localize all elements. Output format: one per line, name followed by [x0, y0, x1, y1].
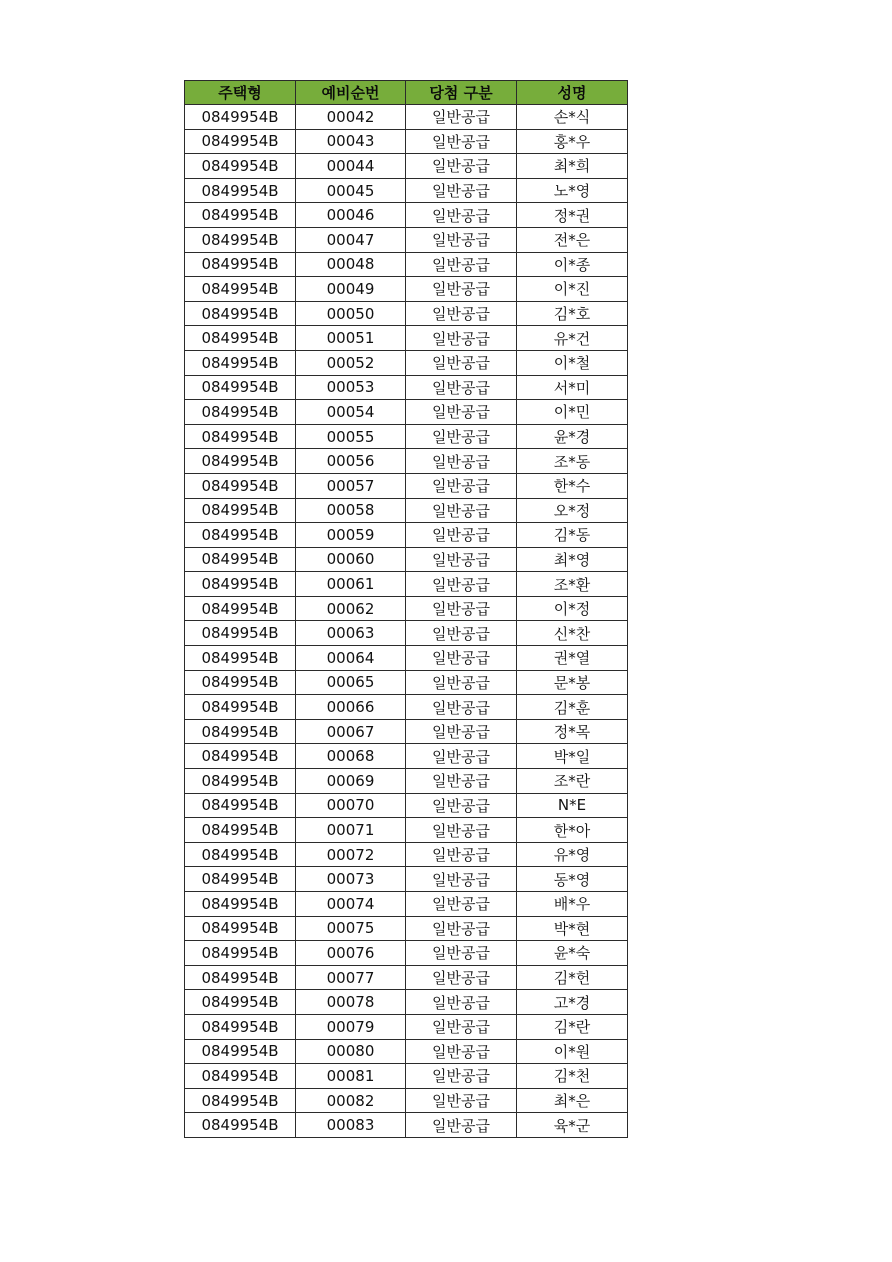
table-row: [185, 1039, 628, 1064]
cell-name: 유*영: [517, 842, 628, 867]
cell-housing-type: 0849954B: [185, 350, 296, 375]
cell-housing-type: 0849954B: [185, 892, 296, 917]
cell-reserve-number: 00073: [296, 867, 406, 892]
table-row: [185, 1113, 628, 1138]
cell-name: N*E: [517, 793, 628, 818]
cell-winning-category: 일반공급: [406, 129, 517, 154]
cell-name: 육*군: [517, 1113, 628, 1138]
cell-housing-type: 0849954B: [185, 719, 296, 744]
cell-reserve-number: 00058: [296, 498, 406, 523]
cell-winning-category: 일반공급: [406, 769, 517, 794]
cell-name: 최*은: [517, 1088, 628, 1113]
cell-winning-category: 일반공급: [406, 105, 517, 130]
cell-housing-type: 0849954B: [185, 178, 296, 203]
reserve-winners-table: [184, 80, 628, 1138]
cell-name: 동*영: [517, 867, 628, 892]
cell-reserve-number: 00063: [296, 621, 406, 646]
table-row: [185, 596, 628, 621]
cell-name: 최*영: [517, 547, 628, 572]
cell-housing-type: 0849954B: [185, 621, 296, 646]
cell-housing-type: 0849954B: [185, 154, 296, 179]
cell-winning-category: 일반공급: [406, 1039, 517, 1064]
cell-winning-category: 일반공급: [406, 350, 517, 375]
table-row: [185, 793, 628, 818]
cell-name: 이*민: [517, 400, 628, 425]
header-winning-category: 당첨 구분: [406, 81, 517, 105]
cell-winning-category: 일반공급: [406, 400, 517, 425]
table-row: [185, 424, 628, 449]
cell-name: 김*란: [517, 1014, 628, 1039]
cell-reserve-number: 00044: [296, 154, 406, 179]
cell-name: 김*훈: [517, 695, 628, 720]
cell-housing-type: 0849954B: [185, 695, 296, 720]
cell-reserve-number: 00048: [296, 252, 406, 277]
table-row: [185, 719, 628, 744]
cell-winning-category: 일반공급: [406, 498, 517, 523]
cell-name: 조*동: [517, 449, 628, 474]
cell-reserve-number: 00061: [296, 572, 406, 597]
cell-winning-category: 일반공급: [406, 252, 517, 277]
cell-housing-type: 0849954B: [185, 375, 296, 400]
cell-reserve-number: 00042: [296, 105, 406, 130]
table-row: [185, 818, 628, 843]
cell-name: 김*호: [517, 301, 628, 326]
cell-housing-type: 0849954B: [185, 473, 296, 498]
cell-name: 윤*숙: [517, 941, 628, 966]
cell-reserve-number: 00071: [296, 818, 406, 843]
table-row: [185, 670, 628, 695]
cell-reserve-number: 00057: [296, 473, 406, 498]
cell-name: 문*봉: [517, 670, 628, 695]
table-row: [185, 1088, 628, 1113]
table-row: [185, 892, 628, 917]
cell-name: 김*헌: [517, 965, 628, 990]
table-row: [185, 547, 628, 572]
cell-name: 권*열: [517, 646, 628, 671]
table-row: [185, 449, 628, 474]
cell-winning-category: 일반공급: [406, 793, 517, 818]
cell-housing-type: 0849954B: [185, 818, 296, 843]
cell-reserve-number: 00076: [296, 941, 406, 966]
cell-housing-type: 0849954B: [185, 793, 296, 818]
table-row: [185, 1064, 628, 1089]
cell-housing-type: 0849954B: [185, 941, 296, 966]
cell-winning-category: 일반공급: [406, 621, 517, 646]
cell-name: 노*영: [517, 178, 628, 203]
table-row: [185, 842, 628, 867]
cell-name: 서*미: [517, 375, 628, 400]
cell-housing-type: 0849954B: [185, 1088, 296, 1113]
table-row: [185, 375, 628, 400]
table-row: [185, 941, 628, 966]
cell-winning-category: 일반공급: [406, 744, 517, 769]
table-row: [185, 178, 628, 203]
table-row: [185, 227, 628, 252]
cell-reserve-number: 00045: [296, 178, 406, 203]
cell-winning-category: 일반공급: [406, 178, 517, 203]
cell-reserve-number: 00059: [296, 523, 406, 548]
cell-winning-category: 일반공급: [406, 154, 517, 179]
cell-winning-category: 일반공급: [406, 867, 517, 892]
cell-winning-category: 일반공급: [406, 842, 517, 867]
cell-winning-category: 일반공급: [406, 596, 517, 621]
table-row: [185, 301, 628, 326]
cell-reserve-number: 00072: [296, 842, 406, 867]
cell-housing-type: 0849954B: [185, 916, 296, 941]
cell-name: 한*아: [517, 818, 628, 843]
cell-winning-category: 일반공급: [406, 473, 517, 498]
cell-winning-category: 일반공급: [406, 449, 517, 474]
header-name: 성명: [517, 81, 628, 105]
cell-winning-category: 일반공급: [406, 1064, 517, 1089]
cell-housing-type: 0849954B: [185, 842, 296, 867]
cell-reserve-number: 00054: [296, 400, 406, 425]
cell-reserve-number: 00062: [296, 596, 406, 621]
cell-reserve-number: 00049: [296, 277, 406, 302]
cell-reserve-number: 00081: [296, 1064, 406, 1089]
table-row: [185, 498, 628, 523]
cell-reserve-number: 00068: [296, 744, 406, 769]
cell-reserve-number: 00070: [296, 793, 406, 818]
cell-reserve-number: 00051: [296, 326, 406, 351]
cell-housing-type: 0849954B: [185, 400, 296, 425]
cell-housing-type: 0849954B: [185, 424, 296, 449]
cell-reserve-number: 00065: [296, 670, 406, 695]
cell-reserve-number: 00046: [296, 203, 406, 228]
cell-winning-category: 일반공급: [406, 1113, 517, 1138]
table-row: [185, 252, 628, 277]
cell-reserve-number: 00060: [296, 547, 406, 572]
cell-housing-type: 0849954B: [185, 769, 296, 794]
cell-housing-type: 0849954B: [185, 326, 296, 351]
table-row: [185, 277, 628, 302]
cell-name: 윤*경: [517, 424, 628, 449]
cell-winning-category: 일반공급: [406, 547, 517, 572]
cell-housing-type: 0849954B: [185, 596, 296, 621]
table-row: [185, 867, 628, 892]
table-row: [185, 523, 628, 548]
table-row: [185, 1014, 628, 1039]
cell-name: 손*식: [517, 105, 628, 130]
cell-winning-category: 일반공급: [406, 719, 517, 744]
cell-reserve-number: 00064: [296, 646, 406, 671]
table-row: [185, 473, 628, 498]
cell-reserve-number: 00082: [296, 1088, 406, 1113]
header-reserve-number: 예비순번: [296, 81, 406, 105]
cell-reserve-number: 00069: [296, 769, 406, 794]
cell-winning-category: 일반공급: [406, 695, 517, 720]
cell-housing-type: 0849954B: [185, 1014, 296, 1039]
table-row: [185, 400, 628, 425]
cell-reserve-number: 00055: [296, 424, 406, 449]
header-housing-type: 주택형: [185, 81, 296, 105]
cell-name: 전*은: [517, 227, 628, 252]
cell-winning-category: 일반공급: [406, 424, 517, 449]
cell-winning-category: 일반공급: [406, 1088, 517, 1113]
cell-reserve-number: 00079: [296, 1014, 406, 1039]
cell-housing-type: 0849954B: [185, 572, 296, 597]
cell-housing-type: 0849954B: [185, 277, 296, 302]
cell-name: 정*권: [517, 203, 628, 228]
cell-name: 최*희: [517, 154, 628, 179]
cell-housing-type: 0849954B: [185, 867, 296, 892]
cell-name: 신*찬: [517, 621, 628, 646]
cell-winning-category: 일반공급: [406, 818, 517, 843]
cell-name: 박*현: [517, 916, 628, 941]
cell-name: 한*수: [517, 473, 628, 498]
cell-housing-type: 0849954B: [185, 523, 296, 548]
table-row: [185, 203, 628, 228]
cell-reserve-number: 00075: [296, 916, 406, 941]
cell-reserve-number: 00067: [296, 719, 406, 744]
cell-housing-type: 0849954B: [185, 744, 296, 769]
table-row: [185, 326, 628, 351]
table-row: [185, 769, 628, 794]
cell-name: 김*동: [517, 523, 628, 548]
cell-winning-category: 일반공급: [406, 375, 517, 400]
cell-housing-type: 0849954B: [185, 498, 296, 523]
cell-housing-type: 0849954B: [185, 129, 296, 154]
cell-housing-type: 0849954B: [185, 1064, 296, 1089]
cell-housing-type: 0849954B: [185, 547, 296, 572]
cell-name: 이*진: [517, 277, 628, 302]
cell-name: 고*경: [517, 990, 628, 1015]
cell-name: 유*건: [517, 326, 628, 351]
cell-winning-category: 일반공급: [406, 892, 517, 917]
cell-housing-type: 0849954B: [185, 203, 296, 228]
cell-reserve-number: 00053: [296, 375, 406, 400]
cell-winning-category: 일반공급: [406, 916, 517, 941]
cell-winning-category: 일반공급: [406, 646, 517, 671]
cell-name: 조*란: [517, 769, 628, 794]
cell-winning-category: 일반공급: [406, 572, 517, 597]
cell-housing-type: 0849954B: [185, 990, 296, 1015]
table-row: [185, 105, 628, 130]
cell-winning-category: 일반공급: [406, 326, 517, 351]
cell-name: 박*일: [517, 744, 628, 769]
cell-housing-type: 0849954B: [185, 227, 296, 252]
table-row: [185, 744, 628, 769]
cell-winning-category: 일반공급: [406, 941, 517, 966]
cell-reserve-number: 00043: [296, 129, 406, 154]
table-row: [185, 990, 628, 1015]
cell-reserve-number: 00047: [296, 227, 406, 252]
cell-housing-type: 0849954B: [185, 1113, 296, 1138]
table-row: [185, 646, 628, 671]
cell-housing-type: 0849954B: [185, 670, 296, 695]
table-row: [185, 129, 628, 154]
cell-name: 조*환: [517, 572, 628, 597]
cell-name: 홍*우: [517, 129, 628, 154]
cell-reserve-number: 00074: [296, 892, 406, 917]
cell-reserve-number: 00083: [296, 1113, 406, 1138]
cell-reserve-number: 00056: [296, 449, 406, 474]
cell-winning-category: 일반공급: [406, 277, 517, 302]
table-row: [185, 965, 628, 990]
cell-reserve-number: 00078: [296, 990, 406, 1015]
cell-name: 김*천: [517, 1064, 628, 1089]
cell-winning-category: 일반공급: [406, 301, 517, 326]
cell-winning-category: 일반공급: [406, 990, 517, 1015]
cell-name: 정*목: [517, 719, 628, 744]
cell-winning-category: 일반공급: [406, 523, 517, 548]
table-row: [185, 621, 628, 646]
cell-winning-category: 일반공급: [406, 1014, 517, 1039]
cell-housing-type: 0849954B: [185, 252, 296, 277]
cell-reserve-number: 00077: [296, 965, 406, 990]
cell-winning-category: 일반공급: [406, 203, 517, 228]
cell-name: 이*철: [517, 350, 628, 375]
cell-housing-type: 0849954B: [185, 105, 296, 130]
cell-housing-type: 0849954B: [185, 965, 296, 990]
cell-reserve-number: 00050: [296, 301, 406, 326]
cell-housing-type: 0849954B: [185, 301, 296, 326]
cell-winning-category: 일반공급: [406, 227, 517, 252]
cell-name: 배*우: [517, 892, 628, 917]
cell-reserve-number: 00066: [296, 695, 406, 720]
cell-name: 이*원: [517, 1039, 628, 1064]
table-body: [185, 105, 628, 1138]
table-row: [185, 695, 628, 720]
table-row: [185, 572, 628, 597]
cell-name: 이*정: [517, 596, 628, 621]
cell-housing-type: 0849954B: [185, 449, 296, 474]
table-row: [185, 350, 628, 375]
cell-name: 오*정: [517, 498, 628, 523]
cell-reserve-number: 00052: [296, 350, 406, 375]
cell-housing-type: 0849954B: [185, 1039, 296, 1064]
table-row: [185, 154, 628, 179]
cell-winning-category: 일반공급: [406, 670, 517, 695]
cell-winning-category: 일반공급: [406, 965, 517, 990]
cell-housing-type: 0849954B: [185, 646, 296, 671]
table-header-row: [185, 81, 628, 105]
cell-name: 이*종: [517, 252, 628, 277]
cell-reserve-number: 00080: [296, 1039, 406, 1064]
table-row: [185, 916, 628, 941]
